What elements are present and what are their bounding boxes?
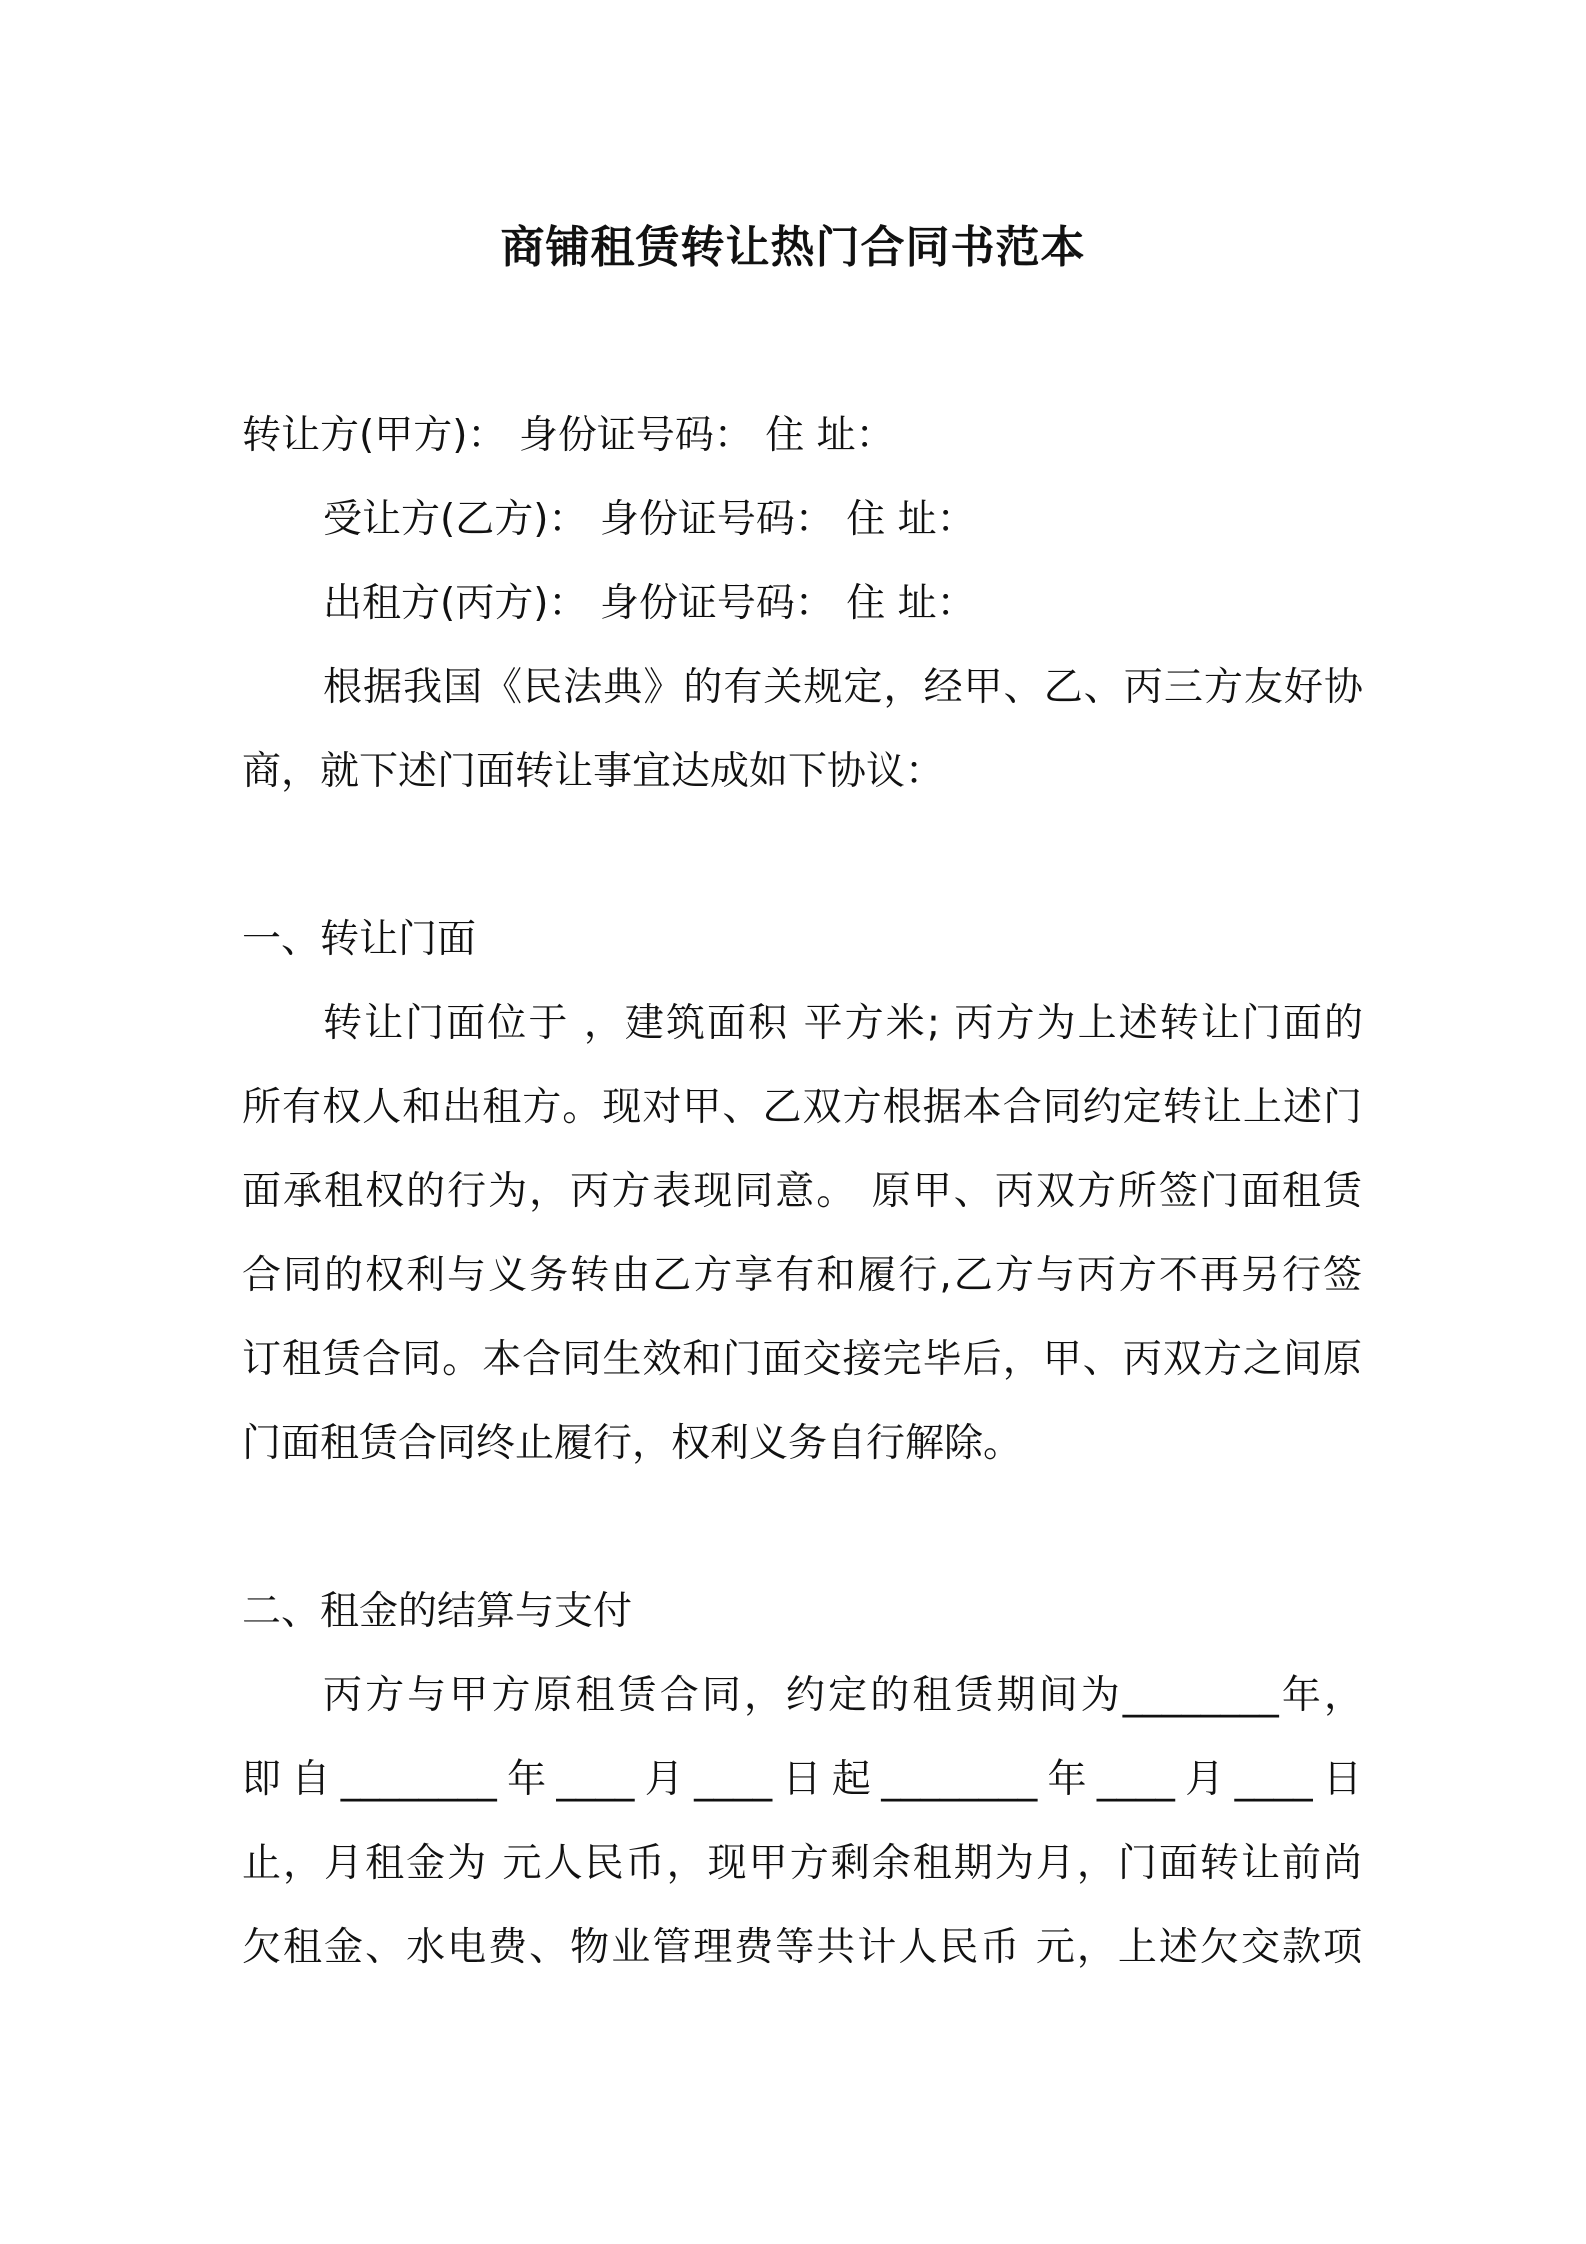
section-1-heading: 一、转让门面: [242, 917, 477, 962]
party-line-lessor: 出租方(丙方)： 身份证号码： 住 址：: [323, 581, 976, 626]
section-1-line: 所有权人和出租方。现对甲、乙双方根据本合同约定转让上述门: [242, 1085, 1362, 1130]
section-2-line: 欠租金、水电费、物业管理费等共计人民币 元，上述欠交款项: [242, 1925, 1362, 1970]
section-1-line: 转让门面位于 ，建筑面积 平方米; 丙方为上述转让门面的: [323, 1001, 1363, 1046]
section-1-line: 合同的权利与义务转由乙方享有和履行,乙方与丙方不再另行签: [242, 1253, 1362, 1298]
section-1-line: 面承租权的行为，丙方表现同意。 原甲、丙双方所签门面租赁: [242, 1169, 1362, 1214]
section-2-line: 即自________年____月____日起________年____月____日: [242, 1757, 1362, 1802]
intro-line-1: 根据我国《民法典》的有关规定，经甲、乙、丙三方友好协: [323, 665, 1363, 710]
section-2-line: 止，月租金为 元人民币，现甲方剩余租期为月，门面转让前尚: [242, 1841, 1362, 1886]
party-line-transferor: 转让方(甲方)： 身份证号码： 住 址：: [242, 413, 895, 458]
section-1-line: 门面租赁合同终止履行，权利义务自行解除。: [242, 1421, 1023, 1466]
section-2-line: 丙方与甲方原租赁合同，约定的租赁期间为________年，: [323, 1673, 1363, 1718]
intro-line-2: 商，就下述门面转让事宜达成如下协议：: [242, 749, 945, 794]
party-line-transferee: 受让方(乙方)： 身份证号码： 住 址：: [323, 497, 976, 542]
section-1-line: 订租赁合同。本合同生效和门面交接完毕后，甲、丙双方之间原: [242, 1337, 1362, 1382]
document-title: 商铺租赁转让热门合同书范本: [500, 222, 1086, 273]
section-2-heading: 二、租金的结算与支付: [242, 1589, 633, 1634]
